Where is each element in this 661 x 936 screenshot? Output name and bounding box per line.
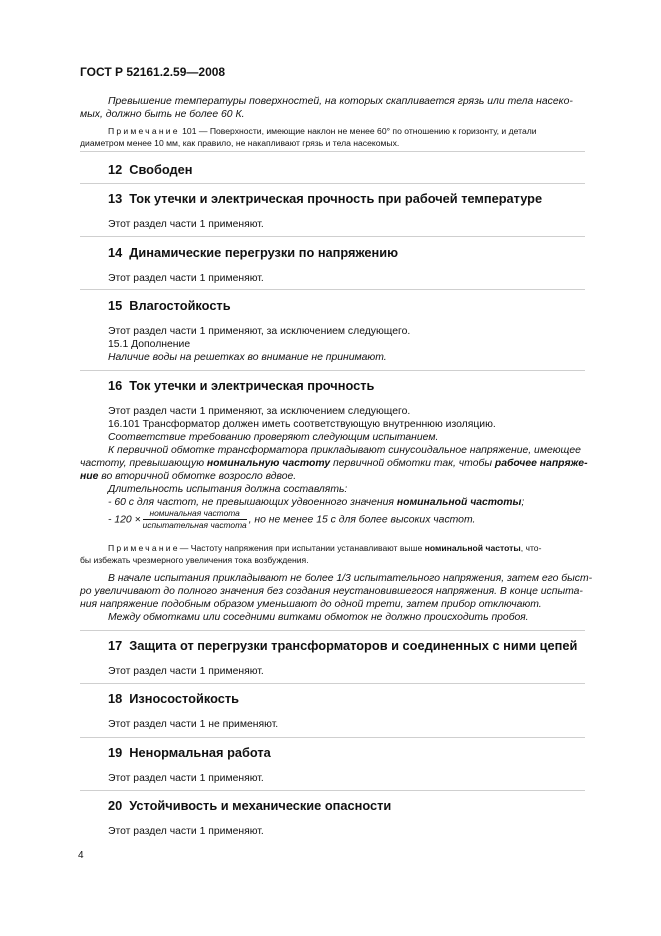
section-16-note-line1: Примечание— Частоту напряжения при испытании устанавливают выше номинальной частоты, что- [108,543,542,553]
note-text: 101 — Поверхности, имеющие наклон не менее 60° по отношению к горизонту, и детали [182,126,537,136]
section-17-text: Этот раздел части 1 применяют. [108,666,264,677]
clause-16-101: 16.101 Трансформатор должен иметь соответствующую внутреннюю изоляцию. [108,419,496,430]
section-17-heading: 17 Защита от перегрузки трансформаторов и соединенных с ними цепей [108,638,578,653]
page-number: 4 [78,850,84,861]
duration-list-item-2: - 120 × $\frac{\text{номинальная частота}}{\text{испытательная частота}}$ , но не менее 15 с для более высоких частот. [108,508,476,530]
section-divider [80,289,585,290]
section-16-text: Этот раздел части 1 применяют, за исключением следующего. [108,406,411,417]
section-12-heading: 12 Свободен [108,162,193,177]
section-divider [80,151,585,152]
section-divider [80,183,585,184]
section-15-1-heading: 15.1 Дополнение [108,339,191,350]
test-procedure-line1: К первичной обмотке трансформатора прикладывают синусоидальное напряжение, имеющее [108,445,581,456]
section-15-1-text: Наличие воды на решетках во внимание не принимают. [108,352,387,363]
note-label: Примечание [108,126,180,136]
section-15-heading: 15 Влагостойкость [108,298,231,313]
test-duration-text: Длительность испытания должна составлять: [108,484,348,495]
intro-paragraph-line1: Превышение температуры поверхностей, на которых скапливается грязь или тела насеко- [108,96,573,107]
section-19-heading: 19 Ненормальная работа [108,745,271,760]
section-divider [80,790,585,791]
section-20-heading: 20 Устойчивость и механические опасности [108,798,392,813]
voltage-ramp-line1: В начале испытания прикладывают не более 1/3 испытательного напряжения, затем его быст- [108,573,593,584]
document-header: ГОСТ Р 52161.2.59—2008 [80,65,226,79]
section-16-note-line2: бы избежать чрезмерного увеличения тока возбуждения. [80,555,309,565]
section-divider [80,370,585,371]
section-divider [80,683,585,684]
section-13-text: Этот раздел части 1 применяют. [108,219,264,230]
section-14-heading: 14 Динамические перегрузки по напряжению [108,245,399,260]
section-divider [80,236,585,237]
intro-note-line1 [108,126,537,138]
test-procedure-line2: частоту, превышающую номинальную частоту первичной обмотки так, чтобы рабочее напряже- [80,458,588,469]
intro-paragraph-line2: мых, должно быть не более 60 К. [80,109,245,120]
section-divider [80,737,585,738]
compliance-check-text: Соответствие требованию проверяют следующим испытанием. [108,432,439,443]
intro-note-line2: диаметром менее 10 мм, как правило, не накапливают грязь и тела насекомых. [80,138,400,148]
test-procedure-line3: ние во вторичной обмотке возросло вдвое. [80,471,297,482]
section-20-text: Этот раздел части 1 применяют. [108,826,264,837]
duration-list-item-1: - 60 с для частот, не превышающих удвоенного значения номинальной частоты; [108,497,525,508]
section-18-text: Этот раздел части 1 не применяют. [108,719,279,730]
frequency-ratio-fraction: $\frac{\text{номинальная частота}}{\text{испытательная частота}}$ [142,508,247,530]
voltage-ramp-line2: ро увеличивают до полного значения без создания неустановившегося напряжения. В конце испыта- [80,586,583,597]
section-19-text: Этот раздел части 1 применяют. [108,773,264,784]
section-18-heading: 18 Износостойкость [108,691,239,706]
breakdown-requirement: Между обмотками или соседними витками обмоток не должно происходить пробоя. [108,612,529,623]
section-16-heading: 16 Ток утечки и электрическая прочность [108,378,375,393]
section-15-text: Этот раздел части 1 применяют, за исключением следующего. [108,326,411,337]
section-14-text: Этот раздел части 1 применяют. [108,273,264,284]
section-divider [80,630,585,631]
voltage-ramp-line3: ния напряжение подобным образом уменьшают до одной трети, затем прибор отключают. [80,599,542,610]
section-13-heading: 13 Ток утечки и электрическая прочность при рабочей температуре [108,191,543,206]
